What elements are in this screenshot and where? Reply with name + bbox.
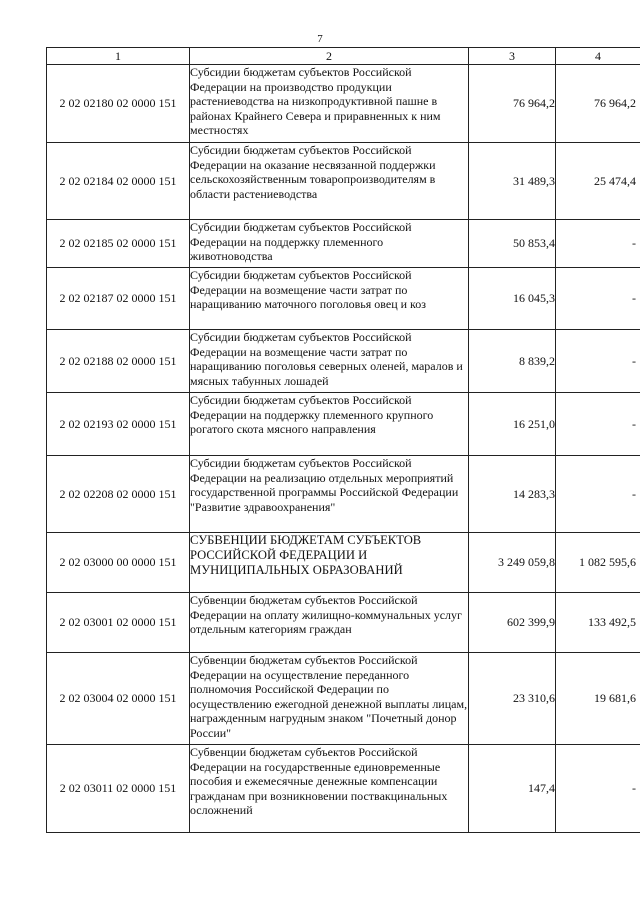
amount-column-4-cell: -: [556, 456, 640, 533]
amount-column-4-cell: 133 492,5: [556, 593, 640, 653]
table-row: [47, 653, 640, 745]
table-row: [47, 393, 640, 456]
budget-code-cell: 2 02 02180 02 0000 151: [47, 65, 190, 143]
description-cell: Субвенции бюджетам субъектов Российской Федерации на оплату жилищно-коммунальных услуг отдельным категориям граждан: [190, 593, 469, 653]
budget-code-cell: 2 02 02193 02 0000 151: [47, 393, 190, 456]
amount-column-4-cell: -: [556, 393, 640, 456]
amount-column-4-cell: 25 474,4: [556, 143, 640, 220]
amount-column-3-cell: 31 489,3: [469, 143, 556, 220]
amount-column-3-cell: 23 310,6: [469, 653, 556, 745]
description-cell: Субсидии бюджетам субъектов Российской Федерации на возмещение части затрат по наращиванию маточного поголовья овец и коз: [190, 268, 469, 330]
amount-column-4-cell: -: [556, 330, 640, 393]
amount-column-3-cell: 8 839,2: [469, 330, 556, 393]
description-cell: Субвенции бюджетам субъектов Российской Федерации на государственные единовременные пособия и ежемесячные денежные компенсации гражданам при возникновении поствакцинальных осложнений: [190, 745, 469, 833]
table-row: [47, 456, 640, 533]
table-header-row: [47, 48, 640, 65]
description-cell: Субсидии бюджетам субъектов Российской Федерации на поддержку племенного животноводства: [190, 220, 469, 268]
amount-column-3-cell: 50 853,4: [469, 220, 556, 268]
description-cell: Субсидии бюджетам субъектов Российской Федерации на производство продукции растениеводства на низкопродуктивной пашне в районах Крайнего Севера и приравненных к ним местностях: [190, 65, 469, 143]
table-row: [47, 533, 640, 593]
budget-code-cell: 2 02 02188 02 0000 151: [47, 330, 190, 393]
description-cell: Субсидии бюджетам субъектов Российской Федерации на поддержку племенного крупного рогатого скота мясного направления: [190, 393, 469, 456]
budget-code-cell: 2 02 02187 02 0000 151: [47, 268, 190, 330]
budget-code-cell: 2 02 02185 02 0000 151: [47, 220, 190, 268]
amount-column-4-cell: -: [556, 268, 640, 330]
budget-revenue-table: [46, 47, 640, 833]
amount-column-3-cell: 14 283,3: [469, 456, 556, 533]
description-cell: Субсидии бюджетам субъектов Российской Федерации на возмещение части затрат по наращиванию поголовья северных оленей, маралов и мясных табунных лошадей: [190, 330, 469, 393]
amount-column-3-cell: 76 964,2: [469, 65, 556, 143]
amount-column-3-cell: 16 251,0: [469, 393, 556, 456]
budget-code-cell: 2 02 02184 02 0000 151: [47, 143, 190, 220]
budget-code-cell: 2 02 03011 02 0000 151: [47, 745, 190, 833]
budget-code-cell: 2 02 02208 02 0000 151: [47, 456, 190, 533]
amount-column-4-cell: -: [556, 220, 640, 268]
page-number: 7: [317, 33, 323, 45]
table-row: [47, 220, 640, 268]
description-cell: Субсидии бюджетам субъектов Российской Федерации на оказание несвязанной поддержки сельскохозяйственным товаропроизводителям в области растениеводства: [190, 143, 469, 220]
column-header-4: 4: [556, 48, 640, 65]
table-row: [47, 745, 640, 833]
table-row: [47, 65, 640, 143]
column-header-2: 2: [190, 48, 469, 65]
column-header-1: 1: [47, 48, 190, 65]
amount-column-4-cell: -: [556, 745, 640, 833]
budget-code-cell: 2 02 03001 02 0000 151: [47, 593, 190, 653]
table-row: [47, 143, 640, 220]
table-body: [47, 65, 640, 833]
budget-code-cell: 2 02 03004 02 0000 151: [47, 653, 190, 745]
amount-column-3-cell: 3 249 059,8: [469, 533, 556, 593]
amount-column-4-cell: 76 964,2: [556, 65, 640, 143]
description-cell: СУБВЕНЦИИ БЮДЖЕТАМ СУБЪЕКТОВ РОССИЙСКОЙ ФЕДЕРАЦИИ И МУНИЦИПАЛЬНЫХ ОБРАЗОВАНИЙ: [190, 533, 469, 593]
amount-column-3-cell: 16 045,3: [469, 268, 556, 330]
description-cell: Субсидии бюджетам субъектов Российской Федерации на реализацию отдельных мероприятий государственной программы Российской Федерации "Развитие здравоохранения": [190, 456, 469, 533]
amount-column-4-cell: 1 082 595,6: [556, 533, 640, 593]
description-cell: Субвенции бюджетам субъектов Российской Федерации на осуществление переданного полномочия Российской Федерации по осуществлению ежегодной денежной выплаты лицам, награжденным нагрудным знаком "Почетный донор России": [190, 653, 469, 745]
table-row: [47, 330, 640, 393]
budget-code-cell: 2 02 03000 00 0000 151: [47, 533, 190, 593]
table-row: [47, 268, 640, 330]
amount-column-3-cell: 147,4: [469, 745, 556, 833]
amount-column-4-cell: 19 681,6: [556, 653, 640, 745]
amount-column-3-cell: 602 399,9: [469, 593, 556, 653]
table-row: [47, 593, 640, 653]
column-header-3: 3: [469, 48, 556, 65]
